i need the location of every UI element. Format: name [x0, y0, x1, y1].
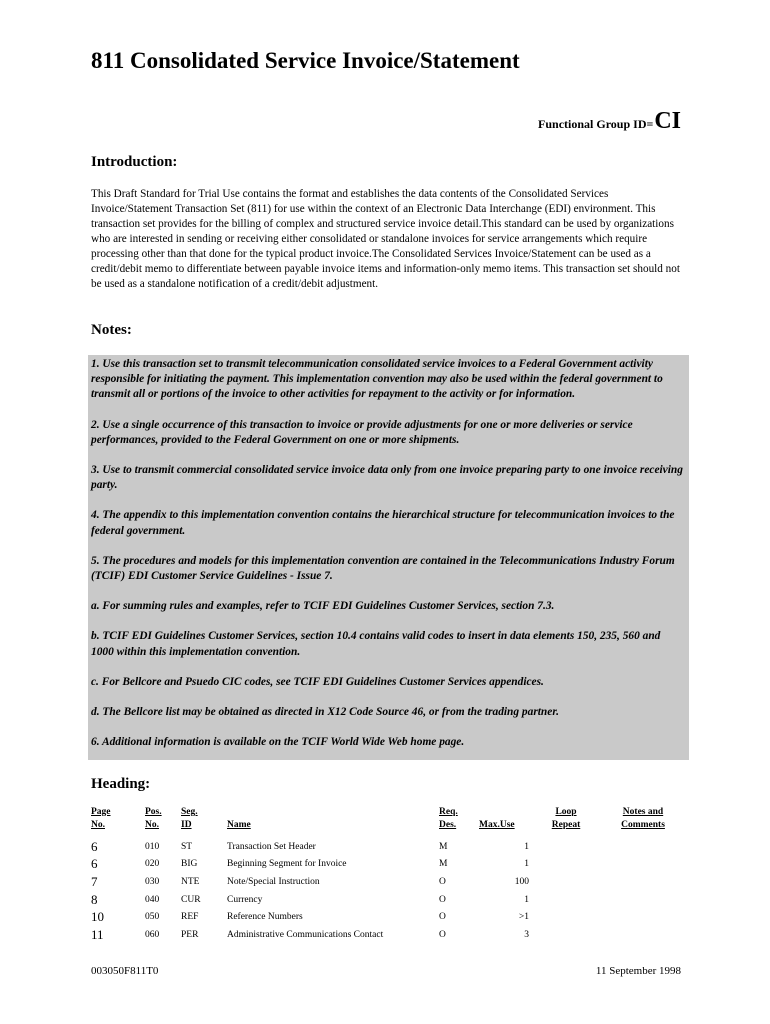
cell-maxuse: 1 — [524, 859, 529, 870]
document-title: 811 Consolidated Service Invoice/Statement — [91, 48, 520, 73]
table-row — [91, 856, 683, 874]
note-item: 1. Use this transaction set to transmit telecommunication consolidated service invoices to a Federal Government activity responsible for initiating the payment. This implementation convention may also be used within the federal government to transmit all or portions of the invoice to other activities for repayment to the activity or for information. — [91, 358, 663, 401]
cell-page: 7 — [91, 873, 98, 889]
note-item: 2. Use a single occurrence of this transaction to invoice or provide adjustments for one or more deliveries or service performances, provided to the Federal Government on one or more shipments. — [91, 418, 633, 446]
footer-date: 11 September 1998 — [595, 965, 681, 977]
cell-req: O — [439, 894, 446, 905]
cell-maxuse: 1 — [524, 841, 529, 852]
table-row — [91, 873, 683, 891]
cell-maxuse: 1 — [524, 894, 529, 905]
col-header-seg: Seg. ID — [181, 807, 198, 830]
cell-maxuse: 3 — [524, 929, 529, 940]
cell-page: 6 — [91, 856, 98, 872]
table-header-row — [91, 804, 683, 838]
cell-pos: 060 — [145, 929, 160, 940]
cell-req: O — [439, 912, 446, 923]
col-header-name: Name — [227, 820, 251, 830]
cell-seg: PER — [181, 929, 199, 940]
cell-pos: 050 — [145, 912, 160, 923]
cell-name: Beginning Segment for Invoice — [227, 859, 347, 870]
cell-name: Administrative Communications Contact — [227, 929, 384, 940]
note-item: 5. The procedures and models for this implementation convention are contained in the Telecommunications Industry Forum (TCIF) EDI Customer Service Guidelines - Issue 7. — [91, 554, 675, 583]
cell-name: Currency — [227, 894, 263, 905]
cell-loop — [529, 873, 603, 891]
cell-page: 6 — [91, 838, 98, 854]
cell-loop — [529, 926, 603, 944]
cell-notes — [603, 873, 683, 891]
note-item: d. The Bellcore list may be obtained as directed in X12 Code Source 46, or from the trading partner. — [91, 706, 559, 719]
cell-notes — [603, 908, 683, 926]
introduction-heading: Introduction: — [91, 154, 178, 170]
cell-seg: ST — [181, 841, 193, 852]
cell-loop — [529, 838, 603, 856]
note-item: 6. Additional information is available on the TCIF World Wide Web home page. — [91, 736, 465, 749]
introduction-text: This Draft Standard for Trial Use contains the format and establishes the data contents of the Consolidated Services Invoice/Statement Transaction Set (811) for use within the context of an Electronic Data Interchange (EDI) environment. This transaction set provides for the billing of complex and structured service invoice detail.This standard can be used by organizations who are interested in sending or receiving either consolidated or standalone invoices for service arrangements which require processing other than that done for the typical product invoice.The Consolidated Services Invoice/Statement can be used as a credit/debit memo to differentiate between payable invoice items and information-only memo items. This transaction set should not be used as a standalone notification of a credit/debit adjustment. — [91, 188, 680, 290]
functional-group-id — [538, 108, 681, 135]
cell-seg: CUR — [181, 894, 201, 905]
cell-pos: 030 — [145, 876, 160, 887]
cell-page: 8 — [91, 891, 98, 907]
cell-req: O — [439, 929, 446, 940]
col-header-maxuse: Max.Use — [479, 820, 515, 830]
notes-box — [88, 355, 689, 760]
col-header-page: Page No. — [91, 807, 111, 830]
cell-page: 11 — [91, 926, 104, 942]
note-item: c. For Bellcore and Psuedo CIC codes, see TCIF EDI Guidelines Customer Services appendices. — [91, 675, 544, 688]
table-row — [91, 926, 683, 944]
cell-req: M — [439, 841, 448, 852]
cell-maxuse: >1 — [518, 912, 529, 923]
col-header-req: Req. Des. — [439, 807, 458, 830]
note-item: 3. Use to transmit commercial consolidated service invoice data only from one invoice preparing party to one invoice receiving party. — [91, 464, 683, 492]
cell-loop — [529, 908, 603, 926]
notes-heading: Notes: — [91, 322, 132, 338]
functional-group-label: Functional Group ID= — [538, 117, 654, 131]
cell-notes — [603, 856, 683, 874]
cell-loop — [529, 891, 603, 909]
col-header-pos: Pos. No. — [145, 807, 162, 830]
cell-pos: 020 — [145, 859, 160, 870]
footer-document-id: 003050F811T0 — [91, 965, 159, 977]
cell-seg: REF — [181, 912, 199, 923]
note-item: a. For summing rules and examples, refer to TCIF EDI Guidelines Customer Services, section 7.3. — [91, 600, 555, 613]
table-row — [91, 908, 683, 926]
heading-section-heading: Heading: — [91, 776, 151, 792]
cell-req: M — [439, 859, 448, 870]
cell-maxuse: 100 — [514, 876, 529, 887]
cell-name: Note/Special Instruction — [227, 876, 320, 887]
segment-table — [91, 804, 683, 944]
functional-group-value: CI — [654, 108, 681, 134]
table-row — [91, 891, 683, 909]
cell-page: 10 — [91, 909, 104, 925]
col-header-notes: Notes and Comments — [621, 807, 665, 830]
note-item: b. TCIF EDI Guidelines Customer Services, section 10.4 contains valid codes to insert in data elements 150, 235, 560 and 1000 within this implementation convention. — [91, 630, 661, 658]
note-item: 4. The appendix to this implementation convention contains the hierarchical structure for telecommunication invoices to the federal government. — [91, 509, 675, 537]
cell-seg: BIG — [181, 859, 198, 870]
cell-notes — [603, 891, 683, 909]
col-header-loop: Loop Repeat — [551, 807, 581, 830]
cell-notes — [603, 926, 683, 944]
cell-name: Transaction Set Header — [227, 841, 316, 852]
cell-req: O — [439, 876, 446, 887]
cell-notes — [603, 838, 683, 856]
cell-loop — [529, 856, 603, 874]
cell-pos: 010 — [145, 841, 160, 852]
table-row — [91, 838, 683, 856]
cell-seg: NTE — [181, 876, 200, 887]
cell-pos: 040 — [145, 894, 160, 905]
cell-name: Reference Numbers — [227, 912, 303, 923]
